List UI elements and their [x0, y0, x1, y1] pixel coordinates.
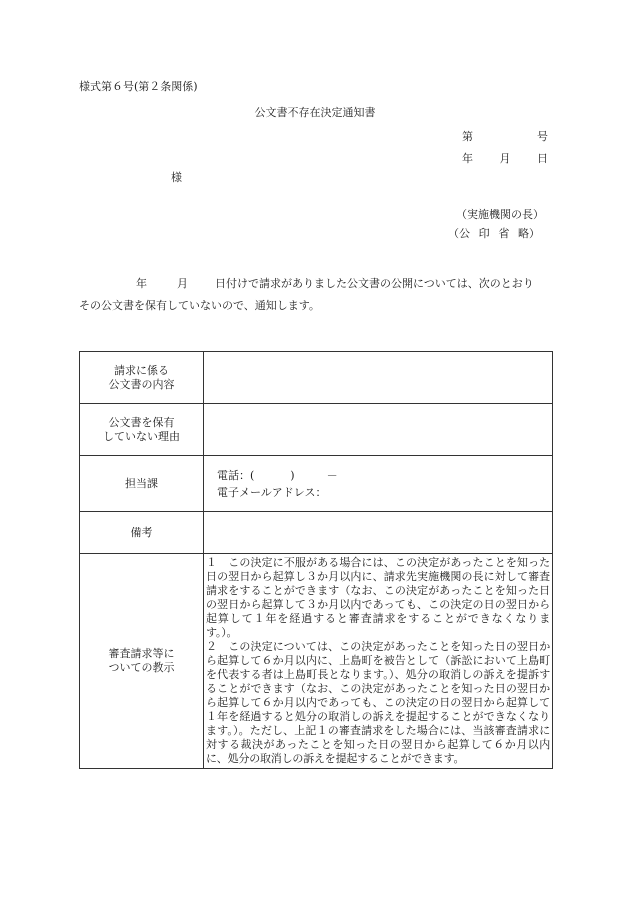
table-row: [80, 352, 553, 404]
reason-label: [80, 404, 204, 456]
label-line: 公文書を保有: [108, 415, 175, 429]
seal-part: 省: [498, 227, 510, 240]
date-month: 月: [499, 152, 511, 165]
body-line2: その公文書を保有していないので、通知します。: [79, 299, 320, 312]
instruction-item-1: １ この決定に不服がある場合には、この決定があったことを知った日の翌日から起算し３か月以内に、請求先実施機関の長に対して審査請求をすることができます（なお、この決定があったことを知った日の翌日から起算して３か月以内であっても、この決定の日の翌日から起算して１年を経過すると審査請求をすることができなくなります。）。: [206, 556, 550, 639]
instruction-label: [80, 554, 204, 769]
table-row: [80, 554, 553, 769]
issuer-title: （実施機関の長）: [456, 208, 544, 221]
details-table: [79, 351, 553, 769]
number-prefix: 第: [462, 130, 473, 143]
label-line: ついての教示: [108, 661, 175, 674]
instruction-item-2: ２ この決定については、この決定があったことを知った日の翌日から起算して６か月以内に、上島町を被告として（訴訟において上島町を代表する者は上島町長となります。）、処分の取消しの訴えを提訴することができます（なお、この決定があったことを知った日の翌日から起算して６か月以内であっても、この決定の日の翌日から起算して１年を経過すると処分の取消しの訴えを提起することができなくなります。）。ただし、上記１の審査請求をした場合には、当該審査請求に対する裁決があったことを知った日の翌日から起算して６か月以内に、処分の取消しの訴えを提起することができます。: [206, 640, 550, 765]
seal-part: （公: [448, 227, 470, 240]
table-row: [80, 512, 553, 554]
phone-line: [217, 467, 551, 484]
seal-omitted-note: [448, 227, 540, 241]
seal-part: 略）: [517, 227, 540, 240]
table-row: [80, 456, 553, 512]
document-title: 公文書不存在決定通知書: [254, 106, 376, 119]
table-row: [80, 404, 553, 456]
email-label: 電子メールアドレス：: [217, 485, 327, 499]
date-day: 日: [537, 152, 548, 165]
label-line: 審査請求等に: [108, 647, 175, 660]
addressee-honorific: 様: [171, 171, 182, 184]
body-line1: 日付けで請求がありました公文書の公開については、次のとおり: [215, 277, 534, 290]
label-line: していない理由: [103, 429, 180, 443]
date-line: [462, 152, 548, 166]
phone-dash: －: [326, 468, 338, 482]
body-year: 年: [136, 277, 147, 290]
phone-label: 電話：(: [217, 468, 255, 482]
form-number: 様式第６号(第２条関係): [79, 80, 198, 93]
department-contact: [204, 456, 553, 512]
remarks-value: [204, 512, 553, 554]
phone-close: ): [290, 468, 295, 482]
body-month: 月: [177, 277, 188, 290]
reason-value: [204, 404, 553, 456]
body-paragraph: [79, 273, 551, 317]
label-line: 公文書の内容: [108, 377, 175, 391]
date-year: 年: [462, 152, 473, 165]
document-number-line: [462, 130, 548, 144]
request-content-label: [80, 352, 204, 404]
remarks-label: 備考: [80, 512, 204, 554]
label-line: 請求に係る: [114, 363, 169, 377]
seal-part: 印: [478, 227, 490, 240]
request-content-value: [204, 352, 553, 404]
department-label: 担当課: [80, 456, 204, 512]
instruction-text: [204, 554, 553, 769]
number-suffix: 号: [537, 130, 548, 143]
